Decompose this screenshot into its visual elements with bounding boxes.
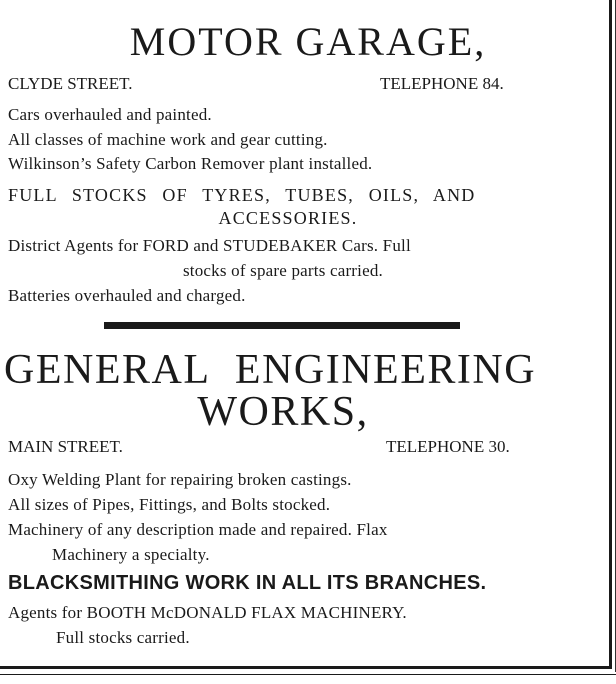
motor-garage-service-1: Cars overhauled and painted. (8, 105, 212, 124)
engineering-works-title-line-2: WORKS, (197, 389, 369, 435)
bottom-border-rule (0, 666, 612, 669)
engineering-works-telephone: TELEPHONE 30. (386, 437, 510, 456)
engineering-works-service-2: All sizes of Pipes, Fittings, and Bolts stocked. (8, 495, 331, 514)
right-border-rule (609, 0, 612, 668)
engineering-works-agents-line-2: Full stocks carried. (56, 628, 190, 647)
motor-garage-batteries: Batteries overhauled and charged. (8, 286, 246, 305)
engineering-works-blacksmithing: BLACKSMITHING WORK IN ALL ITS BRANCHES. (8, 572, 487, 594)
motor-garage-stocks-line-1: FULL STOCKS OF TYRES, TUBES, OILS, AND (8, 185, 476, 205)
engineering-works-service-1: Oxy Welding Plant for repairing broken castings. (8, 470, 352, 489)
motor-garage-title: MOTOR GARAGE, (129, 19, 487, 64)
bottom-border-thin-rule (0, 674, 616, 675)
engineering-works-machinery-line-1: Machinery of any description made and repaired. Flax (8, 520, 388, 539)
engineering-works-machinery-line-2: Machinery a specialty. (52, 545, 210, 564)
motor-garage-service-2: All classes of machine work and gear cutting. (8, 130, 328, 149)
motor-garage-stocks-line-2: ACCESSORIES. (218, 208, 358, 228)
engineering-works-agents-line-1: Agents for BOOTH McDONALD FLAX MACHINERY. (8, 603, 407, 622)
engineering-works-title-line-1: GENERAL ENGINEERING (4, 347, 537, 393)
engineering-works-address: MAIN STREET. (8, 437, 123, 456)
motor-garage-agents-line-2: stocks of spare parts carried. (182, 261, 383, 280)
section-divider (104, 322, 460, 329)
motor-garage-address: CLYDE STREET. (8, 74, 133, 93)
motor-garage-agents-line-1: District Agents for FORD and STUDEBAKER Cars. Full (8, 236, 411, 255)
motor-garage-telephone: TELEPHONE 84. (380, 74, 504, 93)
motor-garage-service-3: Wilkinson’s Safety Carbon Remover plant installed. (8, 154, 373, 173)
